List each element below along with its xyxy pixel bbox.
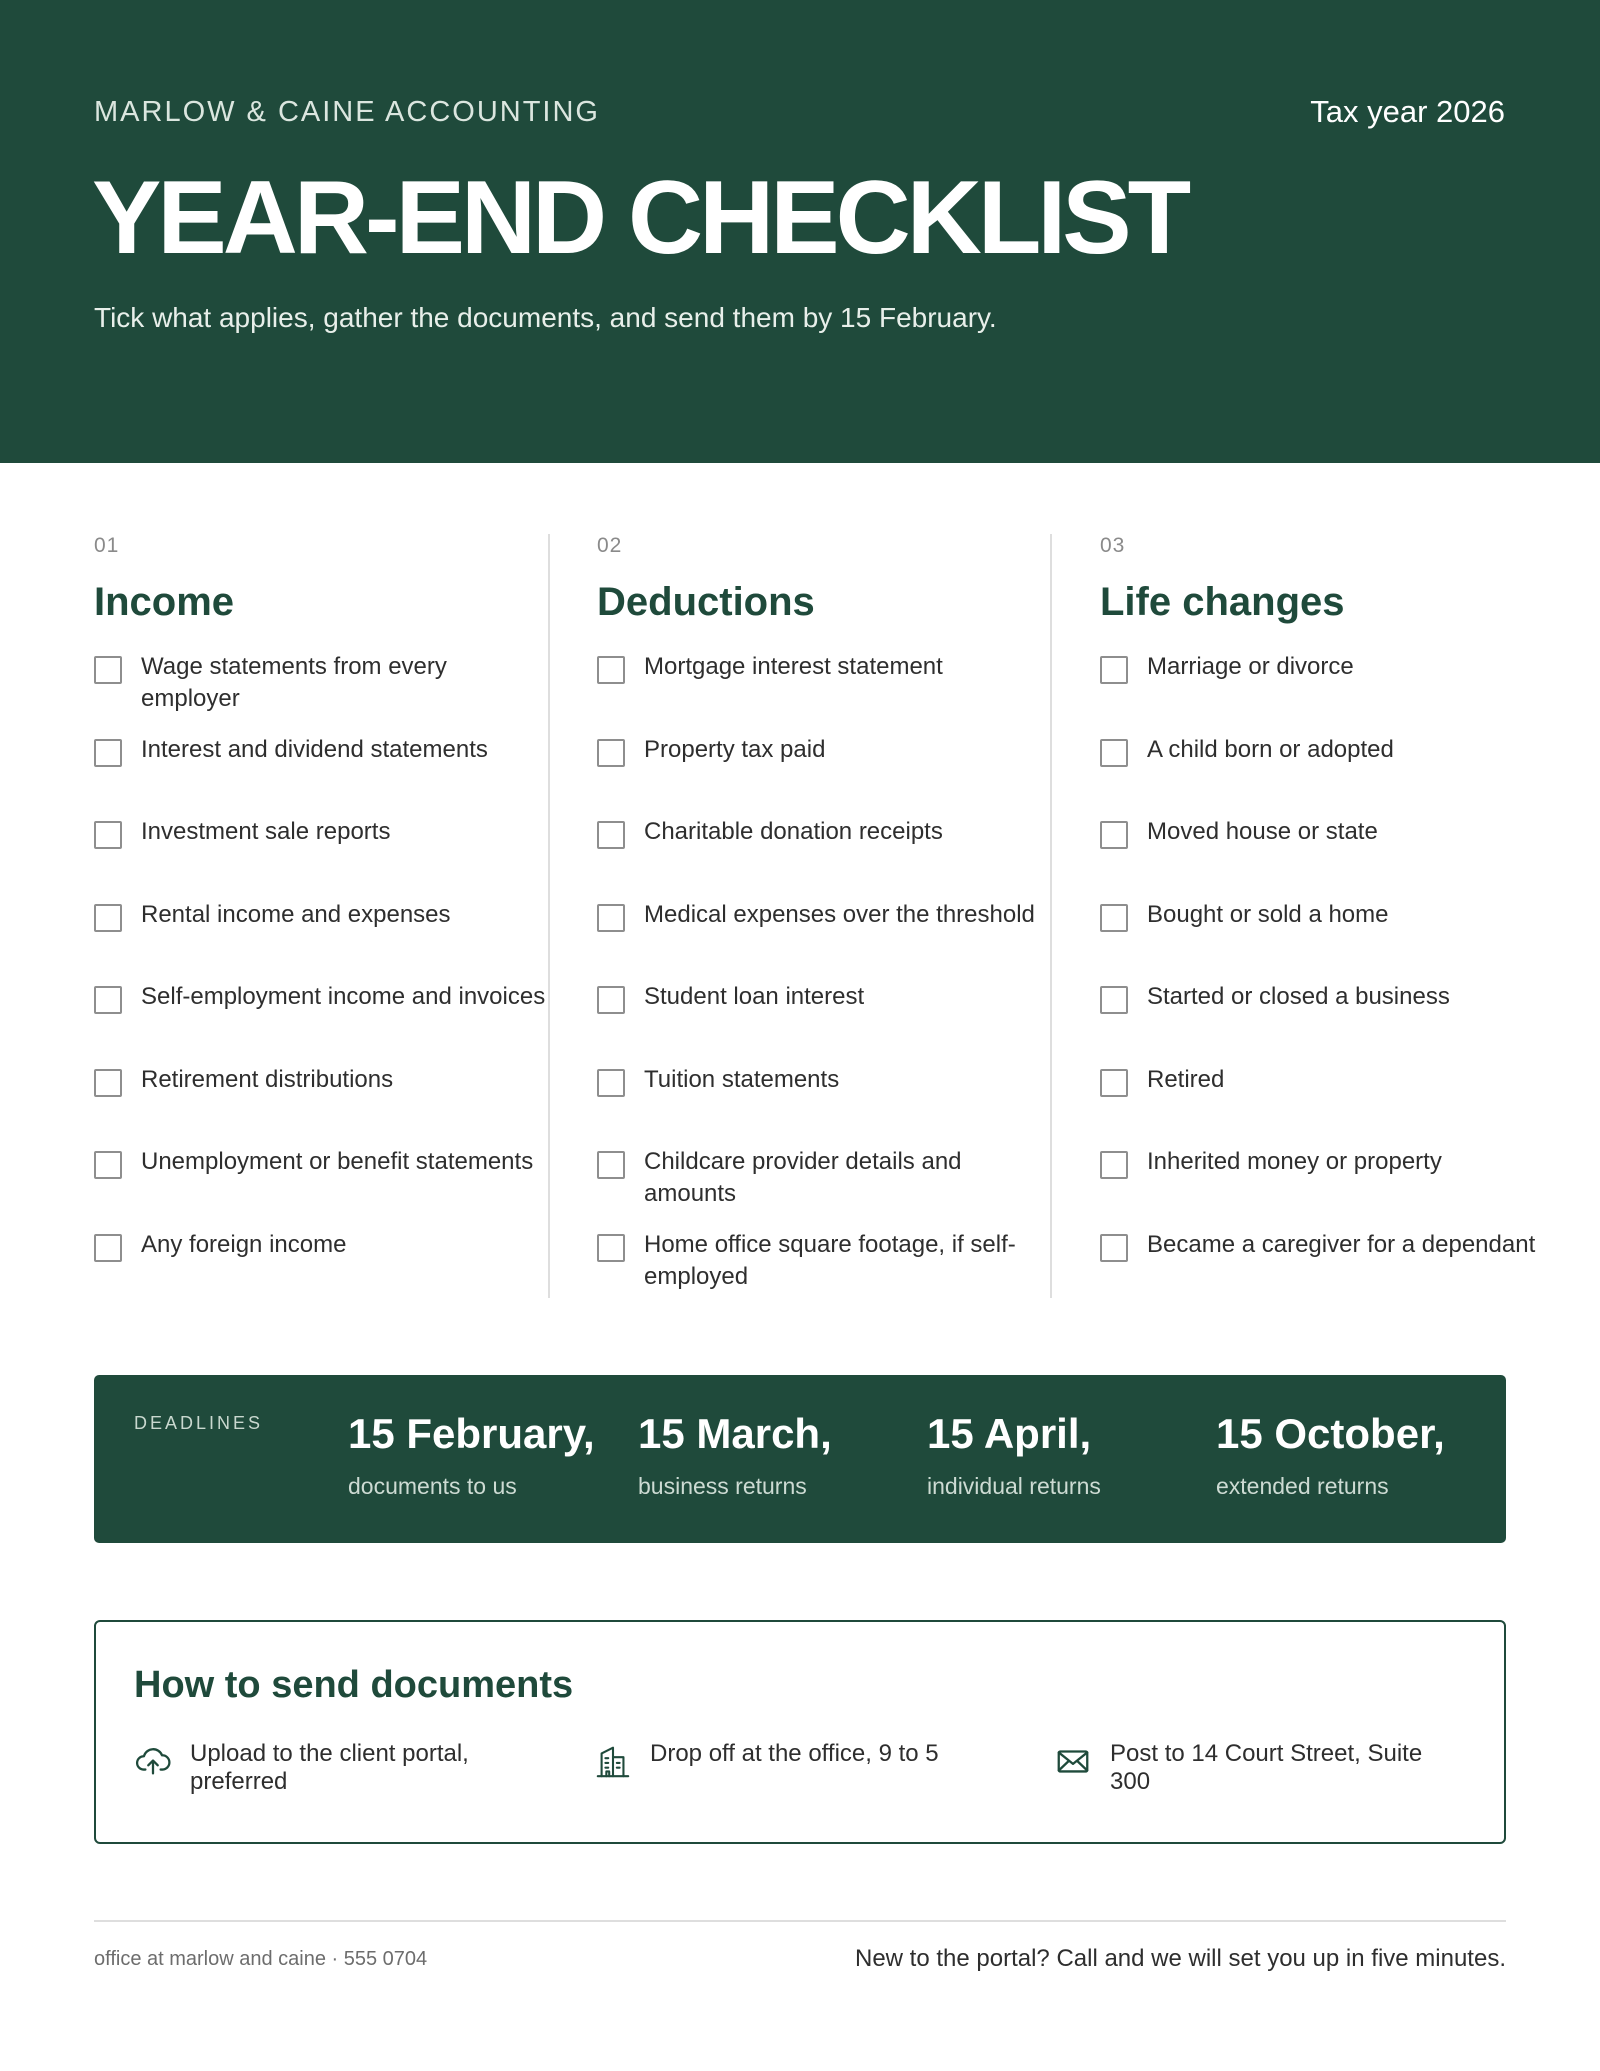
deadlines-label: DEADLINES [134, 1413, 264, 1433]
send-method-text: Upload to the client portal, preferred [190, 1740, 469, 1795]
checklist-item [597, 653, 1052, 739]
checkbox[interactable] [597, 904, 625, 932]
deadline-item [638, 1411, 918, 1500]
footer-divider [94, 1920, 1506, 1922]
checkbox[interactable] [94, 821, 122, 849]
checklist-item [94, 735, 549, 822]
checklist-item-label: Property tax paid [644, 735, 826, 763]
envelope-icon [1054, 1742, 1092, 1780]
deadline-description: extended returns [1216, 1473, 1389, 1500]
checklist-item-label: Investment sale reports [141, 818, 391, 845]
checkbox[interactable] [1100, 1234, 1128, 1262]
deadline-description: documents to us [348, 1473, 517, 1500]
checklist-item-label: Home office square footage, if self-employed [644, 1230, 1016, 1290]
send-documents-panel [94, 1620, 1506, 1844]
checklist-item-label: Interest and dividend statements [141, 735, 488, 763]
checkbox[interactable] [1100, 1069, 1128, 1097]
checklist-item [1100, 735, 1555, 822]
checkbox[interactable] [94, 1234, 122, 1262]
footer-contact: office at marlow and caine · 555 0704 [94, 1948, 428, 1970]
column-divider [1050, 534, 1052, 1298]
checklist-item [1100, 818, 1555, 904]
checklist-item-label: Wage statements from every employer [141, 653, 447, 712]
checklist-item-label: Bought or sold a home [1147, 900, 1389, 928]
send-method-post [1054, 1740, 1454, 1796]
deadline-date: 15 October, [1216, 1410, 1445, 1457]
checkbox[interactable] [94, 656, 122, 684]
tax-year: Tax year 2026 [1310, 94, 1505, 129]
deadline-item [927, 1411, 1207, 1500]
checklist-item [1100, 1065, 1555, 1152]
checklist-item [597, 900, 1052, 987]
header-banner [0, 0, 1600, 463]
checkbox[interactable] [94, 904, 122, 932]
deadline-description: individual returns [927, 1473, 1101, 1500]
checkbox[interactable] [1100, 656, 1128, 684]
deadline-description: business returns [638, 1473, 807, 1500]
checklist-item-label: Medical expenses over the threshold [644, 900, 1035, 928]
checkbox[interactable] [597, 821, 625, 849]
checkbox[interactable] [1100, 1151, 1128, 1179]
checklist-item-label: Retirement distributions [141, 1065, 394, 1093]
checklist-item-label: Student loan interest [644, 983, 865, 1010]
deadline-item [1216, 1411, 1496, 1500]
column-number: 03 [1100, 534, 1126, 557]
checkbox[interactable] [597, 1234, 625, 1262]
checklist-item [597, 1148, 1052, 1234]
deadline-date: 15 April, [927, 1410, 1092, 1457]
column-title: Deductions [597, 580, 815, 624]
checklist-item [1100, 1230, 1555, 1317]
checkbox[interactable] [1100, 739, 1128, 767]
checkbox[interactable] [597, 656, 625, 684]
checkbox[interactable] [94, 739, 122, 767]
column-divider [548, 534, 550, 1298]
checklist-item [597, 735, 1052, 822]
checkbox[interactable] [1100, 904, 1128, 932]
send-method-text: Drop off at the office, 9 to 5 [650, 1740, 939, 1767]
deadlines-panel [94, 1375, 1506, 1543]
checkbox[interactable] [597, 1069, 625, 1097]
checklist-item-label: Rental income and expenses [141, 900, 451, 928]
checklist-item-label: Mortgage interest statement [644, 653, 943, 680]
checkbox[interactable] [597, 986, 625, 1014]
checklist-column-life-changes [1100, 534, 1555, 1298]
checklist-item [597, 983, 1052, 1069]
deadline-date: 15 February, [348, 1410, 595, 1457]
checkbox[interactable] [1100, 821, 1128, 849]
send-method-text: Post to 14 Court Street, Suite 300 [1110, 1740, 1423, 1795]
checklist-item-label: Started or closed a business [1147, 983, 1450, 1010]
page-subtitle: Tick what applies, gather the documents, and send them by 15 February. [94, 302, 997, 333]
checklist-item [597, 818, 1052, 904]
checklist-item-label: Became a caregiver for a dependant [1147, 1230, 1536, 1258]
building-icon [594, 1742, 632, 1780]
checklist-item [94, 818, 549, 904]
checkbox[interactable] [1100, 986, 1128, 1014]
checklist-item-label: Unemployment or benefit statements [141, 1148, 534, 1175]
checklist-column-deductions [597, 534, 1052, 1298]
checklist-item [1100, 653, 1555, 739]
checklist-item-label: Marriage or divorce [1147, 653, 1354, 680]
checklist-item [1100, 983, 1555, 1069]
checklist-item-label: A child born or adopted [1147, 735, 1394, 763]
checklist-item [94, 653, 549, 739]
checklist-item [94, 983, 549, 1069]
cloud-upload-icon [134, 1742, 172, 1780]
deadline-item [348, 1411, 628, 1500]
checklist-item-label: Tuition statements [644, 1065, 840, 1093]
checkbox[interactable] [597, 739, 625, 767]
checkbox[interactable] [94, 986, 122, 1014]
checklist-item-label: Any foreign income [141, 1230, 347, 1258]
deadline-date: 15 March, [638, 1410, 832, 1457]
checklist-item-label: Retired [1147, 1065, 1225, 1093]
checklist-column-income [94, 534, 549, 1298]
column-number: 02 [597, 534, 623, 557]
checkbox[interactable] [94, 1069, 122, 1097]
checklist-item-label: Childcare provider details and amounts [644, 1148, 962, 1207]
checklist-item [94, 1148, 549, 1234]
send-method-portal [134, 1740, 534, 1796]
footer-note: New to the portal? Call and we will set you up in five minutes. [855, 1945, 1506, 1972]
checklist-item [94, 1230, 549, 1317]
firm-name: MARLOW & CAINE ACCOUNTING [94, 96, 600, 128]
checklist-item [597, 1230, 1052, 1317]
checklist-item-label: Charitable donation receipts [644, 818, 943, 845]
checklist-item [1100, 1148, 1555, 1234]
checkbox[interactable] [597, 1151, 625, 1179]
column-title: Income [94, 580, 235, 624]
send-method-office [594, 1740, 994, 1780]
checklist-item [1100, 900, 1555, 987]
checklist-item [94, 1065, 549, 1152]
checklist-item [597, 1065, 1052, 1152]
checklist-item-label: Moved house or state [1147, 818, 1378, 845]
column-title: Life changes [1100, 580, 1345, 624]
checklist-item-label: Self-employment income and invoices [141, 983, 546, 1010]
page-title: YEAR-END CHECKLIST [92, 160, 1188, 276]
checklist-item-label: Inherited money or property [1147, 1148, 1442, 1175]
checkbox[interactable] [94, 1151, 122, 1179]
send-documents-title: How to send documents [134, 1664, 574, 1706]
checklist-item [94, 900, 549, 987]
column-number: 01 [94, 534, 120, 557]
